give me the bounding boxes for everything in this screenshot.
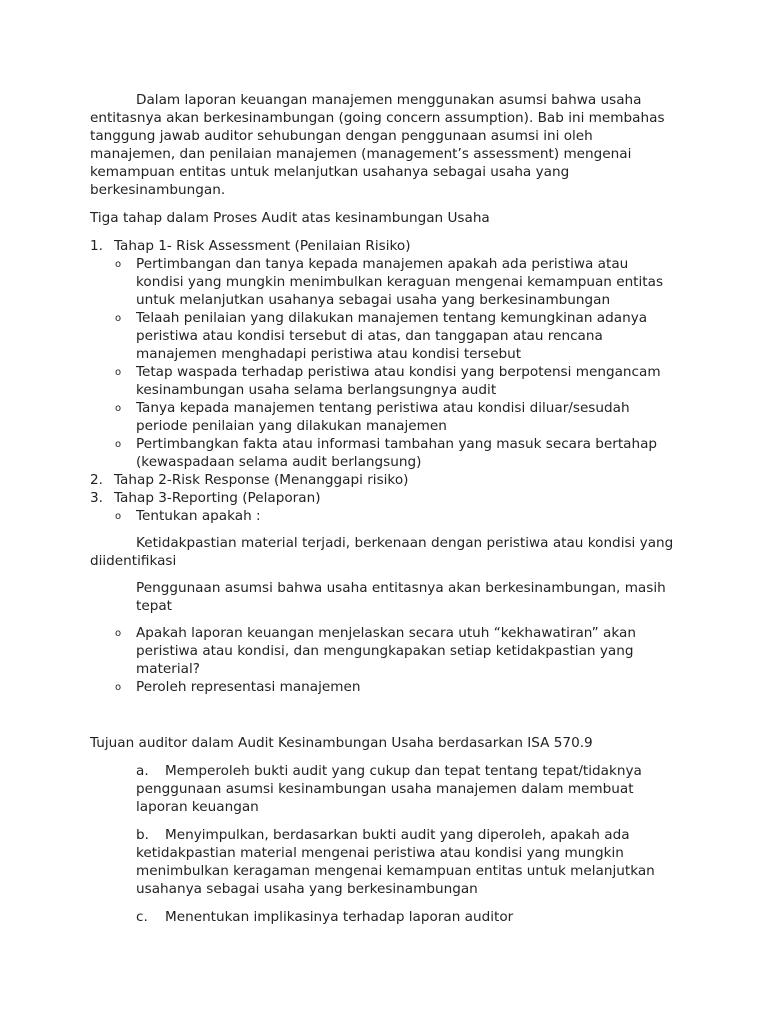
section-title-objectives: Tujuan auditor dalam Audit Kesinambungan Usaha berdasarkan ISA 570.9 — [90, 735, 593, 751]
list-item — [90, 399, 680, 435]
step-number: 1. — [90, 238, 103, 254]
objective-item — [90, 908, 680, 926]
bullet-text: Pertimbangan dan tanya kepada manajemen apakah ada peristiwa atau kondisi yang mungkin menimbulkan keraguan mengenai kemampuan entitas untuk melanjutkan usahanya sebagai usaha yang berkesinambungan — [136, 256, 664, 308]
bullet-icon: o — [115, 367, 122, 378]
objective-text: Menyimpulkan, berdasarkan bukti audit yang diperoleh, apakah ada ketidakpastian material mengenai peristiwa atau kondisi yang mungkin menimbulkan keragaman mengenai kemampuan entitas untuk melanjutkan usahanya sebagai usaha yang berkesinambungan — [136, 827, 655, 897]
bullet-icon: o — [115, 439, 122, 450]
objective-text: Memperoleh bukti audit yang cukup dan tepat tentang tepat/tidaknya penggunaan asumsi kesinambungan usaha manajemen dalam membuat laporan keuangan — [136, 763, 642, 815]
list-item — [90, 624, 680, 678]
objective-item — [90, 762, 680, 816]
reporting-paragraph-a: Ketidakpastian material terjadi, berkenaan dengan peristiwa atau kondisi yang diidentifikasi — [90, 535, 674, 569]
step-number: 2. — [90, 472, 103, 488]
reporting-paragraph-b: Penggunaan asumsi bahwa usaha entitasnya akan berkesinambungan, masih tepat — [136, 580, 666, 614]
bullet-text: Tetap waspada terhadap peristiwa atau kondisi yang berpotensi mengancam kesinambungan usaha selama berlangsungnya audit — [136, 364, 661, 398]
step-item — [90, 237, 680, 255]
objective-label: a. — [136, 763, 149, 779]
bullet-text: Tentukan apakah : — [136, 508, 261, 524]
list-item — [90, 363, 680, 399]
list-item — [90, 435, 680, 471]
step-item — [90, 471, 680, 489]
intro-paragraph: Dalam laporan keuangan manajemen menggunakan asumsi bahwa usaha entitasnya akan berkesinambungan (going concern assumption). Bab ini membahas tanggung jawab auditor sehubungan dengan penggunaan asumsi ini oleh manajemen, dan penilaian manajemen (management’s assessment) mengenai kemampuan entitas untuk melanjutkan usahanya sebagai usaha yang berkesinambungan. — [90, 92, 665, 198]
steps-list — [90, 237, 680, 696]
list-item — [90, 507, 680, 525]
objective-label: c. — [136, 909, 148, 925]
bullet-icon: o — [115, 682, 122, 693]
bullet-icon: o — [115, 628, 122, 639]
objective-item — [90, 826, 680, 898]
step-label: Tahap 2-Risk Response (Menanggapi risiko) — [114, 472, 409, 488]
list-item — [90, 255, 680, 309]
objective-text: Menentukan implikasinya terhadap laporan auditor — [165, 909, 514, 925]
objective-label: b. — [136, 827, 149, 843]
bullet-icon: o — [115, 511, 122, 522]
bullet-text: Apakah laporan keuangan menjelaskan secara utuh “kekhawatiran” akan peristiwa atau kondisi, dan mengungkapakan setiap ketidakpastian yang material? — [136, 625, 636, 677]
bullet-text: Pertimbangkan fakta atau informasi tambahan yang masuk secara bertahap (kewaspadaan selama audit berlangsung) — [136, 436, 658, 470]
step-label: Tahap 3-Reporting (Pelaporan) — [114, 490, 321, 506]
list-item — [90, 309, 680, 363]
bullet-icon: o — [115, 403, 122, 414]
step-number: 3. — [90, 490, 103, 506]
document-page — [90, 91, 680, 926]
section-title-process: Tiga tahap dalam Proses Audit atas kesinambungan Usaha — [90, 210, 490, 226]
bullet-icon: o — [115, 259, 122, 270]
step-label: Tahap 1- Risk Assessment (Penilaian Risiko) — [114, 238, 411, 254]
bullet-text: Tanya kepada manajemen tentang peristiwa atau kondisi diluar/sesudah periode penilaian yang dilakukan manajemen — [136, 400, 630, 434]
step-item — [90, 489, 680, 507]
list-item — [90, 678, 680, 696]
bullet-icon: o — [115, 313, 122, 324]
bullet-text: Telaah penilaian yang dilakukan manajemen tentang kemungkinan adanya peristiwa atau kondisi tersebut di atas, dan tanggapan atau rencana manajemen menghadapi peristiwa atau kondisi tersebut — [136, 310, 648, 362]
bullet-text: Peroleh representasi manajemen — [136, 679, 361, 695]
